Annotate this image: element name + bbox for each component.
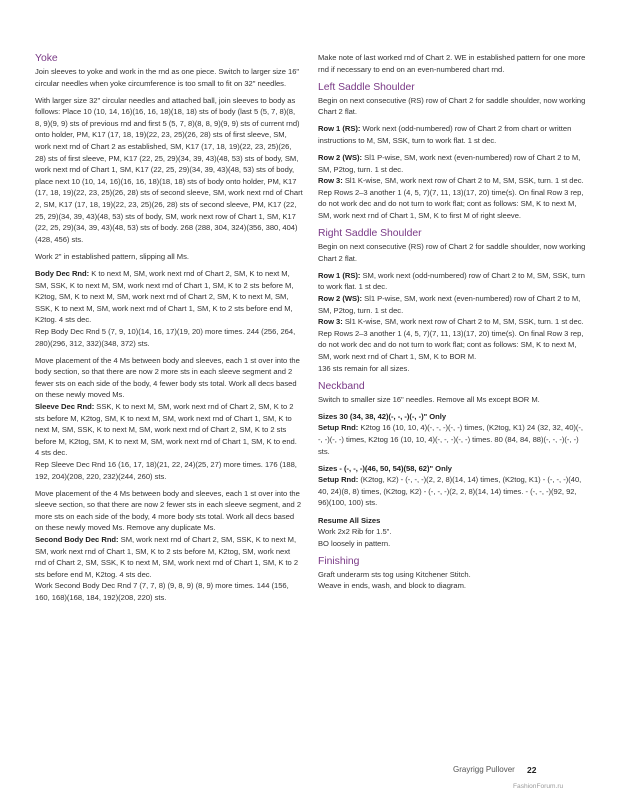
resume-label: Resume All Sizes <box>318 515 381 525</box>
second-body-dec-paragraph <box>35 534 303 580</box>
move-markers-paragraph-1: Move placement of the 4 Ms between body and sleeves, each 1 st over into the body section, so that there are now 2 more sts in each sleeve segment and 2 fewer sts on each side of the body, 4 fewer body sts total. Work all decs based on these newly moved Ms. <box>35 355 300 400</box>
finishing-line-2: Weave in ends, wash, and block to diagram. <box>318 581 467 591</box>
yoke-intro: Join sleeves to yoke and work in the rnd as one piece. Switch to larger size 16" circular needles when yoke circumference is too small to fit on 32" needles. <box>35 67 300 88</box>
resume-heading <box>318 515 586 527</box>
sizes-group-1-heading <box>318 411 586 423</box>
left-saddle-row1 <box>318 123 586 146</box>
finishing-heading: Finishing <box>318 555 360 567</box>
neckband-heading: Neckband <box>318 380 365 392</box>
right-row1-label: Row 1 (RS): <box>318 270 361 280</box>
neckband-intro: Switch to smaller size 16" needles. Remove all Ms except BOR M. <box>318 394 540 404</box>
right-row3-text: Sl1 K-wise, SM, work next row of Chart 2 to M, SM, SSK, turn. 1 st dec. <box>342 317 584 327</box>
chart2-note: Make note of last worked rnd of Chart 2. WE in established pattern for one more rnd if necessary to end on an even-numbered chart rnd. <box>318 53 586 74</box>
body-dec-repeat: Rep Body Dec Rnd 5 (7, 9, 10)(14, 16, 17)(19, 20) more times. 244 (256, 264, 280)(296, 312, 332)(348, 372) sts. <box>35 326 296 348</box>
right-saddle-row3 <box>318 316 586 328</box>
left-saddle-row3 <box>318 175 586 187</box>
left-row3-text: Sl1 K-wise, SM, work next row of Chart 2 to M, SM, SSK, turn. 1 st dec. <box>342 176 584 186</box>
page-number: 22 <box>527 765 537 775</box>
sleeve-dec-label: Sleeve Dec Rnd: <box>35 402 95 412</box>
left-row2-text: Sl1 P-wise, SM, work next (even-numbered) row of Chart 2 to M, SM, P2tog, turn. 1 st dec. <box>318 153 581 174</box>
sleeve-dec-text: SSK, K to next M, SM, work next rnd of Chart 2, SM, K to 2 sts before M, K2tog, SM, K to next M, SM, work next rnd of Chart 1, SM, K to next M, SM, SSK, K to next M, SM, work next rnd of Chart 2, SM, K to 2 sts before M, K2tog, SM, K to next M, SM, work next rnd of Chart 1, SM, K to end. 4 sts dec. <box>35 402 297 458</box>
move-markers-paragraph-2: Move placement of the 4 Ms between body and sleeves, each 1 st over into the sleeve section, so that there are now 2 fewer sts in each sleeve segment, and 2 more sts on each side of the body, 4 more body sts total. Work all decs based on these newly moved Ms. Remove any duplicate Ms. <box>35 488 302 533</box>
setup-rnd-1-text: K2tog 16 (10, 10, 4)(-, -, -)(-, -) times, (K2tog, K1) 24 (32, 32, 40)(-, -, -)(-, -) times, K2tog 16 (10, 10, 4)(-, -, -)(-, -) times. 80 (84, 84, 88)(-, -, -)(-, -) sts. <box>318 423 584 456</box>
right-saddle-row2 <box>318 293 586 316</box>
left-column <box>35 52 303 609</box>
left-saddle-intro: Begin on next consecutive (RS) row of Chart 2 for saddle shoulder, now working Chart 2 flat. <box>318 95 586 117</box>
left-row2-label: Row 2 (WS): <box>318 153 363 163</box>
right-column <box>318 52 586 592</box>
setup-rnd-1-label: Setup Rnd: <box>318 423 359 433</box>
resume-line-2: BO loosely in pattern. <box>318 538 391 548</box>
sleeve-dec-repeat: Rep Sleeve Dec Rnd 16 (16, 17, 18)(21, 22, 24)(25, 27) more times. 176 (188, 192, 204)(208, 220, 232)(244, 260) sts. <box>35 460 297 481</box>
second-body-dec-text: SM, work next rnd of Chart 2, SM, SSK, K to next M, SM, work next rnd of Chart 1, SM, K to 2 sts before M, K2tog, SM, work next rnd of Chart 2, SM, SSK, K to next M, SM, work next rnd of Chart 1, SM, K to 2 sts before end M, K2tog. 4 sts dec. <box>35 535 299 579</box>
setup-rnd-2 <box>318 474 586 509</box>
left-saddle-row2 <box>318 152 586 175</box>
finishing-line-1: Graft underarm sts tog using Kitchener Stitch. <box>318 569 471 579</box>
pattern-title: Grayrigg Pullover <box>453 765 515 774</box>
sizes-group-2-heading <box>318 463 586 475</box>
right-row2-label: Row 2 (WS): <box>318 294 363 303</box>
left-saddle-heading: Left Saddle Shoulder <box>318 81 415 93</box>
setup-rnd-2-text: (K2tog, K2) - (-, -, -)(2, 2, 8)(14, 14) times, (K2tog, K1) - (-, -, -)(40, 40, 24)(8, 8) times, (K2tog, K2) - (-, -, -)(2, 2, 8)(14, 14) times. - (-, -, -)(92, 92, 96)(100, 100) sts. <box>318 475 582 508</box>
sizes-group-1-label: Sizes 30 (34, 38, 42)(-, -, -)(-, -)" Only <box>318 411 447 421</box>
yoke-work-paragraph: Work 2" in established pattern, slipping all Ms. <box>35 251 189 261</box>
sleeve-dec-paragraph <box>35 401 303 459</box>
yoke-join-paragraph: With larger size 32" circular needles and attached ball, join sleeves to body as follows: Place 10 (10, 14, 16)(16, 16, 18)(18, 18) sts of body (last 5 (5, 7, 8)(8, 8, 9)(9, 9) sts of previous rnd and first 5 (5, 7, 8)(8, 8, 9)(9, 9) sts of current rnd) onto holder, PM, K17 (17, 18, 19)(22, 23, 25)(26, 28) sts of first sleeve, SM, work next rnd of Chart 2 as established, SM, K17 (17, 18, 19)(22, 23, 25)(26, 28) sts of first sleeve, PM, K17 (22, 25, 29)(34, 39, 43)(48, 53) sts of body, SM, work next rnd of Chart 1, SM, K17 (22, 25, 29)(34, 39, 43)(48, 53) sts of body, place next 10 (10, 14, 16)(16, 16, 18)(18, 18) sts of body onto holder, PM, K17 (17, 18, 19)(22, 23, 25)(26, 28) sts of second sleeve, SM, work next rnd of Chart 2, SM, K17 (17, 18, 19)(22, 23, 25)(26, 28) sts of second sleeve, PM, K17 (22, 25, 29)(34, 39, 43)(48, 53) sts of body, SM, work next row of Chart 1, SM, K17 (22, 25, 29)(34, 39, 43)(48, 53) sts of body. 268 (288, 304, 324)(356, 380, 404)(428, 456) sts. <box>35 95 303 244</box>
body-dec-label: Body Dec Rnd: <box>35 269 90 278</box>
body-dec-text: K to next M, SM, work next rnd of Chart 2, SM, K to next M, SM, SSK, K to next M, SM, work next rnd of Chart 1, SM, K to 2 sts before M, K2tog, SM, K to next M, SM, work next rnd of Chart 2, SM, K to next M, SM, SSK, K to next M, SM, work next rnd of Chart 1, SM, K to 2 sts before end M, K2tog. 4 sts dec. <box>35 269 294 325</box>
left-saddle-repeat: Rep Rows 2–3 another 1 (4, 5, 7)(7, 11, 13)(17, 20) time(s). On final Row 3 rep, do not work dec and do not turn to work flat; cont as follows: SM, K to next M, SM, work next rnd of Chart 1, SM, K to first M of right sleeve. <box>318 187 584 221</box>
body-dec-paragraph <box>35 268 303 326</box>
second-body-dec-repeat: Work Second Body Dec Rnd 7 (7, 7, 8) (9, 8, 9) (8, 9) more times. 144 (156, 160, 168)(168, 184, 192)(208, 220) sts. <box>35 581 289 603</box>
right-row2-text: Sl1 P-wise, SM, work next (even-numbered) row of Chart 2 to M, SM, P2tog, turn. 1 st dec. <box>318 294 581 315</box>
sizes-group-2-label: Sizes - (-, -, -)(46, 50, 54)(58, 62)" Only <box>318 463 452 473</box>
setup-rnd-1 <box>318 422 586 457</box>
setup-rnd-2-label: Setup Rnd: <box>318 475 359 485</box>
right-saddle-heading: Right Saddle Shoulder <box>318 228 422 240</box>
right-row3-label: Row 3: <box>318 317 343 327</box>
right-saddle-remaining: 136 sts remain for all sizes. <box>318 363 410 373</box>
right-saddle-row1 <box>318 270 586 293</box>
right-saddle-intro: Begin on next consecutive (RS) row of Chart 2 for saddle shoulder, now working Chart 2 flat. <box>318 242 586 263</box>
resume-line-1: Work 2x2 Rib for 1.5". <box>318 527 392 537</box>
watermark: FashionForum.ru <box>513 783 564 790</box>
second-body-dec-label: Second Body Dec Rnd: <box>35 535 119 545</box>
right-row1-text: SM, work next (odd-numbered) row of Chart 2 to M, SM, SSK, turn to work flat. 1 st dec. <box>318 270 585 292</box>
left-row1-text: Work next (odd-numbered) row of Chart 2 from chart or written instructions to M, SM, SSK, turn to work flat. 1 st dec. <box>318 124 572 145</box>
yoke-heading: Yoke <box>35 53 58 64</box>
left-row1-label: Row 1 (RS): <box>318 124 361 134</box>
left-row3-label: Row 3: <box>318 176 343 186</box>
right-saddle-repeat: Rep Rows 2–3 another 1 (4, 5, 7)(7, 11, 13)(17, 20) time(s). On final Row 3 rep, do not work dec and do not turn to work flat; cont as follows: SM, K to next M, SM, work next rnd of Chart 1, SM, K to BOR M. <box>318 328 584 361</box>
